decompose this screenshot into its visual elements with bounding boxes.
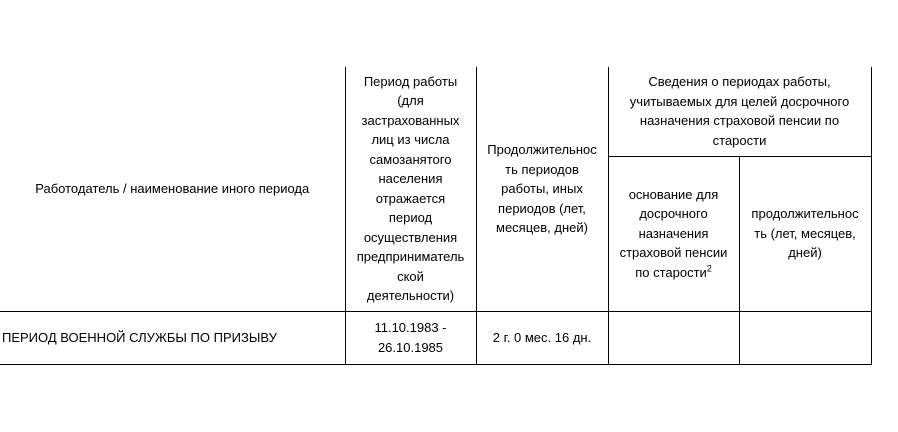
header-work-period: Период работы (для застрахованных лиц из числа самозанятого населения отражается период осуществления предприниматель ской деятельности): [345, 67, 476, 311]
header-early-basis: [608, 156, 739, 311]
cell-early-duration: [739, 311, 871, 364]
cell-work-period: 11.10.1983 - 26.10.1985: [345, 311, 476, 364]
cell-employer: ПЕРИОД ВОЕННОЙ СЛУЖБЫ ПО ПРИЗЫВУ: [0, 311, 345, 364]
footnote-marker: 2: [706, 263, 712, 274]
pension-periods-table: [0, 67, 872, 365]
header-early-pension-group: Сведения о периодах работы, учитываемых для целей досрочного назначения страховой пенсии по старости: [608, 67, 871, 156]
header-duration: Продолжительнос ть периодов работы, иных периодов (лет, месяцев, дней): [476, 67, 608, 311]
table-row: [0, 311, 871, 364]
header-employer: Работодатель / наименование иного периода: [0, 67, 345, 311]
header-row: [0, 67, 871, 156]
cell-early-basis: [608, 311, 739, 364]
header-early-basis-text: основание для досрочного назначения страховой пенсии по старости: [619, 186, 728, 280]
cell-duration: 2 г. 0 мес. 16 дн.: [476, 311, 608, 364]
header-early-duration: продолжительнос ть (лет, месяцев, дней): [739, 156, 871, 311]
